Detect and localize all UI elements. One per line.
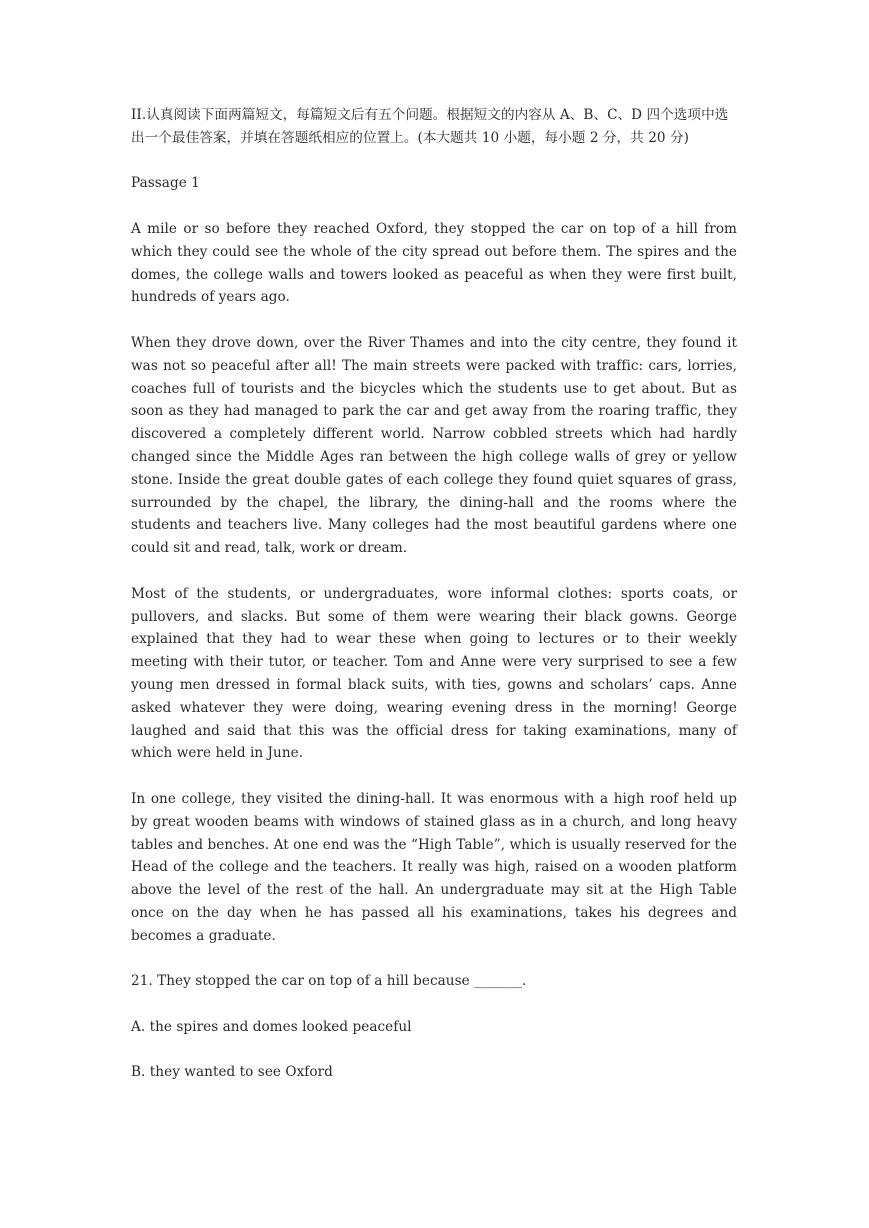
option-b: B. they wanted to see Oxford bbox=[131, 1064, 333, 1081]
passage-title: Passage 1 bbox=[131, 175, 200, 192]
document-page bbox=[131, 104, 737, 1107]
question-21: 21. They stopped the car on top of a hill because _______. bbox=[131, 973, 527, 990]
section-instructions: II.认真阅读下面两篇短文，每篇短文后有五个问题。根据短文的内容从 A、B、C、D 四个选项中选出一个最佳答案，并填在答题纸相应的位置上。(本大题共 10 小题，每小题 2 分，共 20 分) bbox=[131, 107, 729, 146]
passage-paragraph-1: A mile or so before they reached Oxford, they stopped the car on top of a hill from which they could see the whole of the city spread out before them. The spires and the domes, the college walls and towers looked as peaceful as when they were first built, hundreds of years ago. bbox=[131, 220, 737, 306]
option-a: A. the spires and domes looked peaceful bbox=[131, 1018, 412, 1035]
passage-paragraph-4: In one college, they visited the dining-hall. It was enormous with a high roof held up by great wooden beams with windows of stained glass as in a church, and long heavy tables and benches. At one end was the “High Table”, which is usually reserved for the Head of the college and the teachers. It really was high, raised on a wooden platform above the level of the rest of the hall. An undergraduate may sit at the High Table once on the day when he has passed all his examinations, takes his degrees and becomes a graduate. bbox=[131, 790, 737, 944]
passage-paragraph-2: When they drove down, over the River Thames and into the city centre, they found it was not so peaceful after all! The main streets were packed with traffic: cars, lorries, coaches full of tourists and the bicycles which the students use to get about. But as soon as they had managed to park the car and get away from the roaring traffic, they discovered a completely different world. Narrow cobbled streets which had hardly changed since the Middle Ages ran between the high college walls of grey or yellow stone. Inside the great double gates of each college they found quiet squares of grass, surrounded by the chapel, the library, the dining-hall and the rooms where the students and teachers live. Many colleges had the most beautiful gardens where one could sit and read, talk, work or dream. bbox=[131, 334, 737, 557]
passage-paragraph-3: Most of the students, or undergraduates, wore informal clothes: sports coats, or pullovers, and slacks. But some of them were wearing their black gowns. George explained that they had to wear these when going to lectures or to their weekly meeting with their tutor, or teacher. Tom and Anne were very surprised to see a few young men dressed in formal black suits, with ties, gowns and scholars’ caps. Anne asked whatever they were doing, wearing evening dress in the morning! George laughed and said that this was the official dress for taking examinations, many of which were held in June. bbox=[131, 585, 737, 762]
